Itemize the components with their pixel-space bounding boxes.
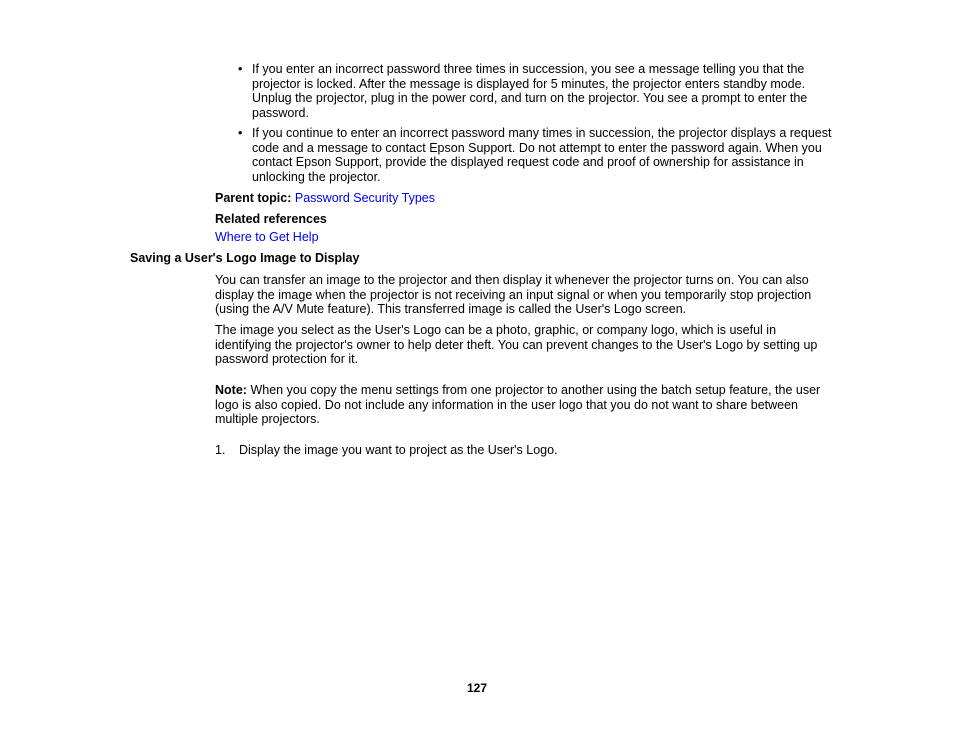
note-text: When you copy the menu settings from one projector to another using the batch setup feature, the user logo is also copied. Do not include any information in the user logo that you do not want to share between multiple projectors. [215,383,821,426]
bullet-dot: • [238,62,243,76]
bullet-dot: • [238,126,243,140]
page-number: 127 [466,681,488,695]
bullet-item [238,126,838,184]
step-number: 1. [215,443,226,457]
section-paragraph: The image you select as the User's Logo can be a photo, graphic, or company logo, which is useful in identifying the projector's owner to help deter theft. You can prevent changes to the User's Logo by setting up password protection for it. [215,323,818,366]
section-heading: Saving a User's Logo Image to Display [130,251,360,265]
note [215,383,825,427]
note-label: Note: [215,383,247,397]
related-references [215,230,319,245]
parent-topic [215,191,435,206]
bullet-text: If you enter an incorrect password three times in succession, you see a message telling you that the projector is locked. After the message is displayed for 5 minutes, the projector enters standby mode. Unplug the projector, plug in the power cord, and turn on the projector. You see a prompt to enter the password. [252,62,808,120]
related-references-label: Related references [215,212,327,226]
parent-topic-link[interactable]: Password Security Types [294,191,435,205]
bullet-text: If you continue to enter an incorrect password many times in succession, the projector displays a request code and a message to contact Epson Support. Do not attempt to enter the password again. When you contact Epson Support, provide the displayed request code and proof of ownership for assistance in unlocking the projector. [252,126,832,184]
parent-topic-label: Parent topic: [215,191,292,205]
bullet-item [238,62,838,120]
bullet-list [238,62,838,190]
related-reference-link[interactable]: Where to Get Help [215,230,319,244]
section-paragraph: You can transfer an image to the projector and then display it whenever the projector turns on. You can also display the image when the projector is not receiving an input signal or when you temporarily stop projection (using the A/V Mute feature). This transferred image is called the User's Logo screen. [215,273,812,316]
step-item [215,443,558,458]
step-text: Display the image you want to project as the User's Logo. [239,443,558,457]
